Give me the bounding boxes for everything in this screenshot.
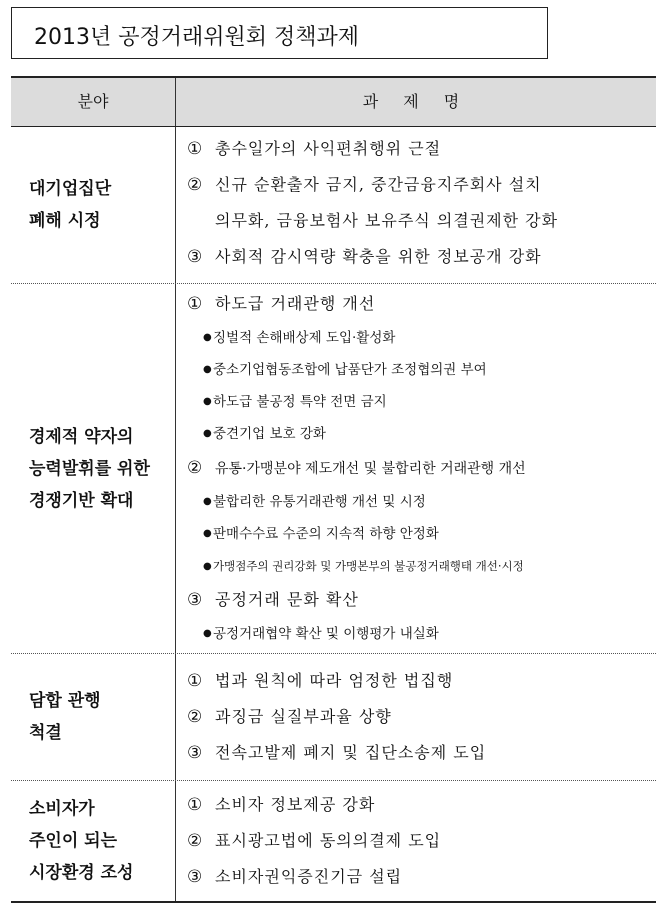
item-number: ① (187, 795, 204, 815)
column-divider (175, 781, 176, 901)
item-text: 소비자권익증진기금 설립 (215, 867, 403, 886)
item-text: 사회적 감시역량 확충을 위한 정보공개 강화 (215, 247, 542, 266)
bullet-icon: ● (203, 528, 212, 539)
task-item (187, 239, 656, 275)
item-number: ③ (187, 867, 204, 887)
item-number: ① (187, 294, 204, 314)
sub-item (187, 486, 656, 518)
field-line: 척결 (29, 723, 62, 743)
field-line: 대기업집단 (29, 179, 112, 199)
task-item (187, 450, 656, 486)
sub-item-text: 중소기업협동조합에 납품단가 조정협의권 부여 (213, 362, 487, 378)
sub-item (187, 518, 656, 550)
bullet-icon: ● (203, 396, 212, 407)
section-field (29, 793, 174, 889)
section-items (187, 663, 656, 771)
field-line: 소비자가 (29, 799, 95, 819)
field-line: 능력발휘를 위한 (29, 458, 150, 479)
sub-item-text: 공정거래협약 확산 및 이행평가 내실화 (213, 626, 439, 642)
item-text: 과징금 실질부과율 상향 (215, 707, 392, 726)
section-items (187, 787, 656, 895)
sub-item-text: 징벌적 손해배상제 도입·활성화 (213, 330, 396, 346)
sub-item-text: 판매수수료 수준의 지속적 하향 안정화 (213, 526, 439, 542)
item-text: 유통·가맹분야 제도개선 및 불합리한 거래관행 개선 (215, 461, 526, 477)
task-item (187, 859, 656, 895)
item-number: ① (187, 671, 204, 691)
sub-item (187, 550, 656, 582)
bullet-icon: ● (203, 364, 212, 375)
sub-item (187, 618, 656, 650)
section-items (187, 131, 656, 275)
task-item (187, 823, 656, 859)
item-text: 하도급 거래관행 개선 (215, 294, 376, 313)
section-weak-economic-actors (11, 284, 656, 654)
sub-item (187, 354, 656, 386)
item-text: 법과 원칙에 따라 엄정한 법집행 (215, 671, 454, 690)
column-divider (175, 654, 176, 780)
task-item (187, 286, 656, 322)
title-box (11, 7, 548, 59)
task-item (187, 735, 656, 771)
section-items (187, 286, 656, 650)
item-text: 전속고발제 폐지 및 집단소송제 도입 (215, 743, 487, 762)
task-item (187, 663, 656, 699)
item-number: ③ (187, 247, 204, 267)
column-divider (175, 127, 176, 283)
sub-item-text: 가맹점주의 권리강화 및 가맹본부의 불공정거래행태 개선·시정 (213, 559, 524, 573)
sub-item-text: 중견기업 보호 강화 (213, 426, 326, 442)
field-line: 시장환경 조성 (29, 863, 134, 883)
field-line: 경쟁기반 확대 (29, 490, 134, 511)
field-line: 경제적 약자의 (29, 426, 134, 447)
field-line: 담합 관행 (29, 691, 101, 711)
task-item-continued (187, 203, 656, 239)
header-field: 분야 (77, 92, 109, 111)
item-text: 신규 순환출자 금지, 중간금융지주회사 설치 (215, 175, 542, 194)
item-text: 총수일가의 사익편취행위 근절 (215, 139, 442, 158)
sub-item (187, 386, 656, 418)
item-number: ② (187, 458, 203, 478)
field-line: 폐해 시정 (29, 211, 101, 231)
item-number: ① (187, 139, 204, 159)
task-item (187, 167, 656, 203)
bullet-icon: ● (203, 332, 212, 343)
task-item (187, 131, 656, 167)
item-text: 소비자 정보제공 강화 (215, 795, 376, 814)
item-number: ② (187, 831, 204, 851)
section-collusion (11, 654, 656, 781)
sub-item-text: 하도급 불공정 특약 전면 금지 (213, 394, 387, 410)
bullet-icon: ● (203, 428, 212, 439)
section-chaebol (11, 127, 656, 284)
item-number: ③ (187, 590, 204, 610)
table-header (11, 76, 656, 127)
sub-item-text: 불합리한 유통거래관행 개선 및 시정 (213, 494, 426, 510)
sub-item (187, 322, 656, 354)
task-item (187, 582, 656, 618)
section-field (29, 173, 174, 237)
sub-item (187, 418, 656, 450)
item-number: ② (187, 707, 204, 727)
policy-table (11, 76, 656, 903)
bullet-icon: ● (203, 628, 212, 639)
bullet-icon: ● (203, 560, 212, 572)
section-field (29, 421, 174, 517)
header-task: 과 제 명 (362, 92, 470, 111)
item-text: 공정거래 문화 확산 (215, 590, 359, 609)
section-field (29, 685, 174, 749)
task-item (187, 699, 656, 735)
column-divider (175, 284, 176, 653)
page-title: 2013년 공정거래위원회 정책과제 (34, 25, 359, 50)
bullet-icon: ● (203, 496, 212, 507)
item-number: ③ (187, 743, 204, 763)
task-item (187, 787, 656, 823)
item-number: ② (187, 175, 204, 195)
item-text: 의무화, 금융보험사 보유주식 의결권제한 강화 (215, 211, 559, 230)
field-line: 주인이 되는 (29, 831, 118, 851)
section-consumer (11, 781, 656, 903)
item-text: 표시광고법에 동의의결제 도입 (215, 831, 442, 850)
